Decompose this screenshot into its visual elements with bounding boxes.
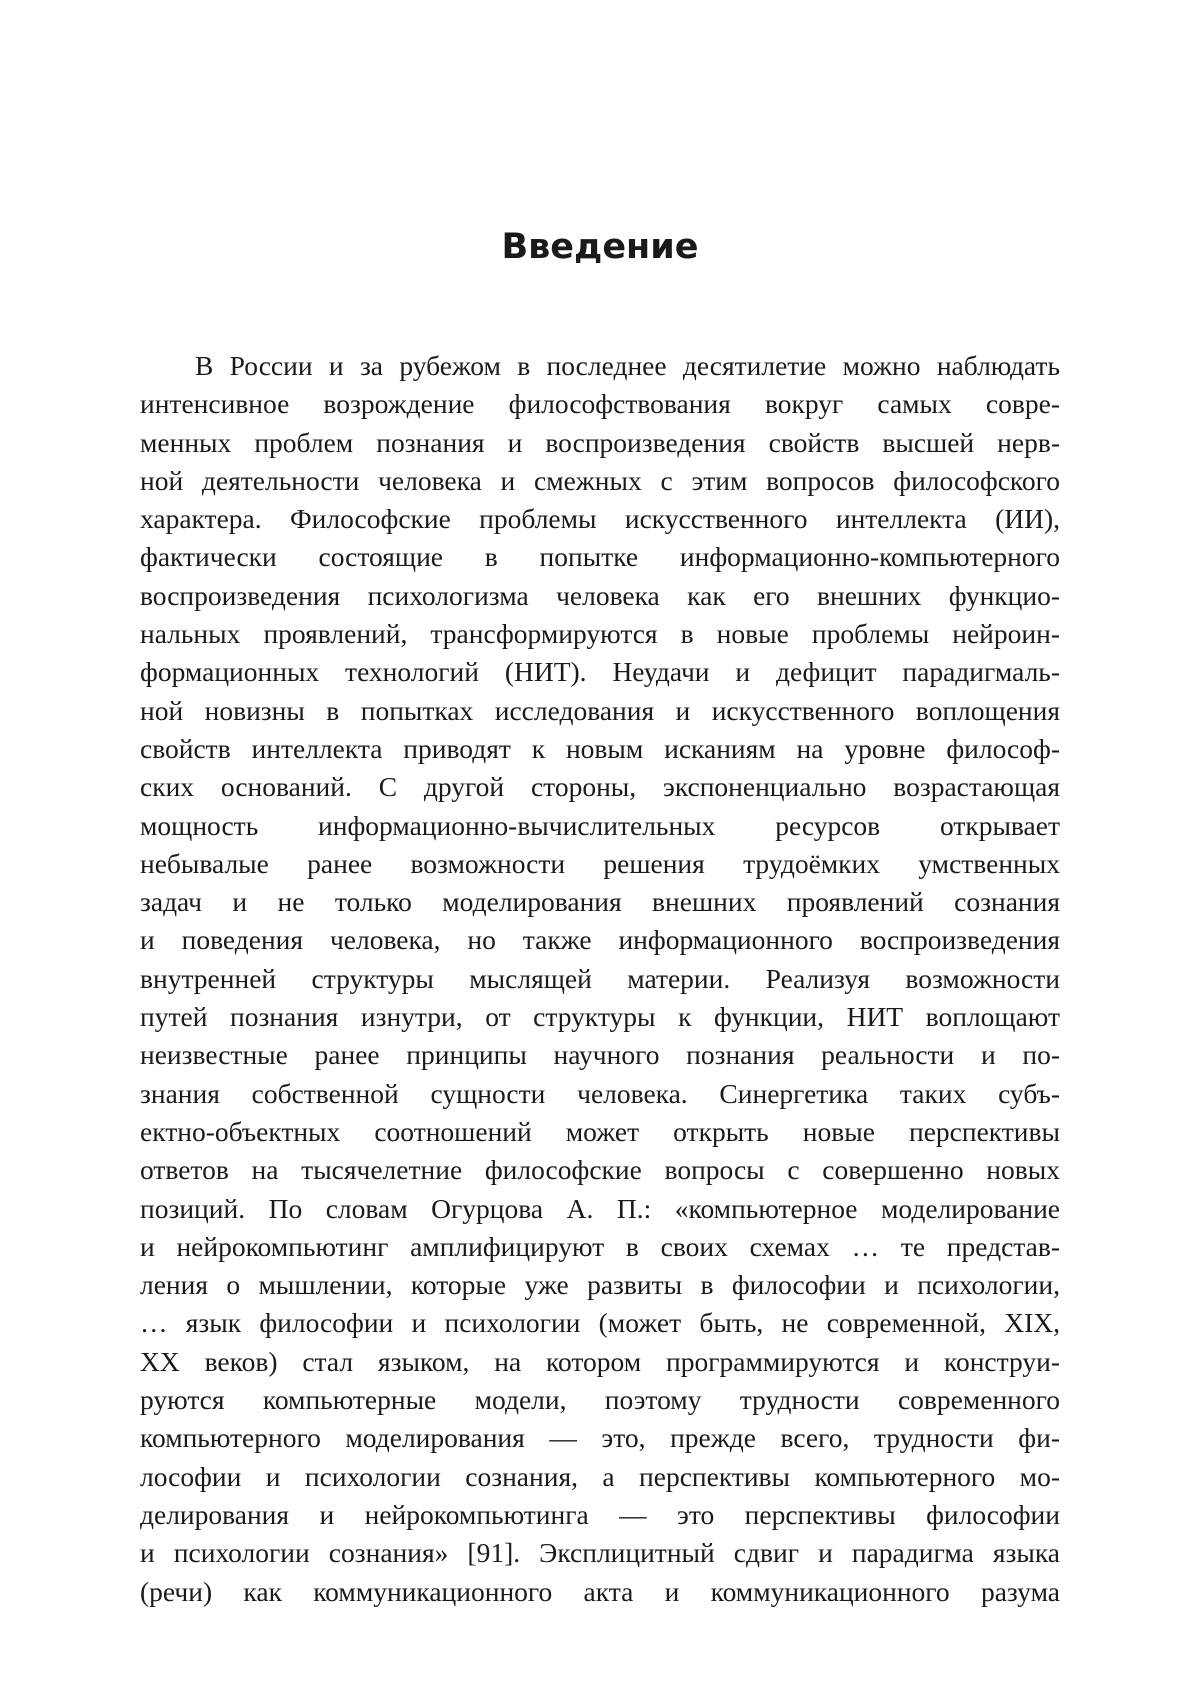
text-line: нальных проявлений, трансформируются в новые проблемы нейроин-	[140, 618, 1060, 650]
text-line: ления о мышлении, которые уже развиты в философии и психологии,	[140, 1269, 1060, 1301]
text-line: ной деятельности человека и смежных с этим вопросов философского	[140, 464, 1060, 496]
text-line: фактически состоящие в попытке информационно-компьютерного	[140, 541, 1060, 573]
text-line: знания собственной сущности человека. Синергетика таких субъ-	[140, 1077, 1060, 1109]
text-line: неизвестные ранее принципы научного познания реальности и по-	[140, 1039, 1060, 1071]
text-line: (речи) как коммуникационного акта и коммуникационного разума	[140, 1575, 1060, 1607]
text-line: путей познания изнутри, от структуры к функции, НИТ воплощают	[140, 1001, 1060, 1033]
text-line: задач и не только моделирования внешних проявлений сознания	[140, 886, 1060, 918]
text-line: характера. Философские проблемы искусственного интеллекта (ИИ),	[140, 503, 1060, 535]
text-line: лософии и психологии сознания, а перспективы компьютерного мо-	[140, 1460, 1060, 1492]
text-line: внутренней структуры мыслящей материи. Реализуя возможности	[140, 962, 1060, 994]
text-line: XX веков) стал языком, на котором программируются и конструи-	[140, 1345, 1060, 1377]
text-line: и нейрокомпьютинг амплифицируют в своих схемах … те представ-	[140, 1230, 1060, 1262]
chapter-heading: Введение	[501, 227, 699, 267]
body-paragraph	[140, 347, 1060, 1611]
text-line: компьютерного моделирования — это, прежде всего, трудности фи-	[140, 1422, 1060, 1454]
text-line: позиций. По словам Огурцова А. П.: «компьютерное моделирование	[140, 1192, 1060, 1224]
text-line: В России и за рубежом в последнее десятилетие можно наблюдать	[195, 350, 1060, 381]
text-line: формационных технологий (НИТ). Неудачи и дефицит парадигмаль-	[140, 656, 1060, 688]
text-line: делирования и нейрокомпьютинга — это перспективы философии	[140, 1498, 1060, 1530]
text-line: и психологии сознания» [91]. Эксплицитный сдвиг и парадигма языка	[140, 1537, 1060, 1569]
text-line: ских оснований. С другой стороны, экспоненциально возрастающая	[140, 771, 1060, 803]
text-line: мощность информационно-вычислительных ресурсов открывает	[140, 809, 1060, 841]
text-line: и поведения человека, но также информационного воспроизведения	[140, 924, 1060, 956]
text-line: интенсивное возрождение философствования вокруг самых совре-	[140, 388, 1060, 420]
text-line: свойств интеллекта приводят к новым исканиям на уровне философ-	[140, 732, 1060, 764]
text-line: небывалые ранее возможности решения трудоёмких умственных	[140, 847, 1060, 879]
text-line: ектно-объектных соотношений может открыть новые перспективы	[140, 1115, 1060, 1147]
text-line: менных проблем познания и воспроизведения свойств высшей нерв-	[140, 426, 1060, 458]
text-line: … язык философии и психологии (может быть, не современной, XIX,	[140, 1307, 1060, 1339]
text-line: ной новизны в попытках исследования и искусственного воплощения	[140, 694, 1060, 726]
text-line: воспроизведения психологизма человека как его внешних функцио-	[140, 579, 1060, 611]
text-line: руются компьютерные модели, поэтому трудности современного	[140, 1384, 1060, 1416]
text-line: ответов на тысячелетние философские вопросы с совершенно новых	[140, 1154, 1060, 1186]
